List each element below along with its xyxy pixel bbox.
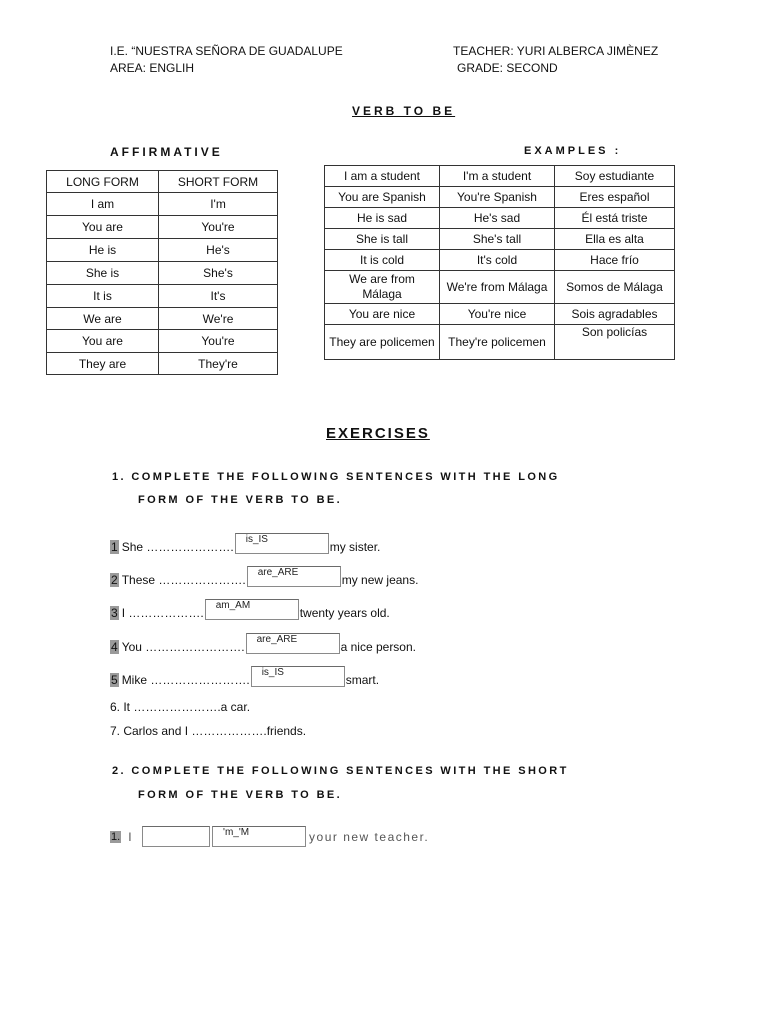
- table-cell: You are Spanish: [325, 187, 440, 208]
- item-suffix: my sister.: [329, 540, 381, 554]
- table-cell: You're nice: [440, 304, 555, 325]
- table-cell: You're: [159, 330, 278, 353]
- table-cell: Eres español: [555, 187, 675, 208]
- table-cell: Soy estudiante: [555, 166, 675, 187]
- table-cell: It is: [47, 285, 159, 308]
- table-cell: He is: [47, 239, 159, 262]
- answer-input[interactable]: [142, 826, 210, 847]
- affirmative-table: [46, 170, 278, 375]
- table-cell: Son policías: [555, 325, 675, 360]
- table-cell: You are nice: [325, 304, 440, 325]
- table-cell: He is sad: [325, 208, 440, 229]
- item-prefix: She ………………….: [121, 540, 234, 554]
- list-item: [110, 666, 379, 687]
- answer-value: am_AM: [215, 600, 251, 611]
- table-cell: She is tall: [325, 229, 440, 250]
- list-item: [110, 533, 380, 554]
- table-cell: Él está triste: [555, 208, 675, 229]
- item-number: 1: [111, 540, 118, 554]
- item-number: 1.: [111, 830, 121, 843]
- list-item: [110, 566, 418, 587]
- list-item: [110, 599, 390, 620]
- item-number: 3: [111, 606, 118, 620]
- table-row: [325, 208, 675, 229]
- table-row: [325, 187, 675, 208]
- page-title: VERB TO BE: [352, 104, 456, 118]
- list-item: 7. Carlos and I ……………….friends.: [110, 724, 307, 738]
- area-label: AREA: ENGLIH: [110, 61, 195, 75]
- answer-field[interactable]: [205, 599, 299, 620]
- section2-instruction-cont: FORM OF THE VERB TO BE.: [138, 789, 343, 801]
- table-cell: I'm a student: [440, 166, 555, 187]
- table-row: [47, 285, 278, 308]
- table-cell: We are from Málaga: [325, 271, 440, 304]
- item-suffix: twenty years old.: [299, 606, 390, 620]
- section1-instruction-cont: FORM OF THE VERB TO BE.: [138, 494, 343, 506]
- table-cell: I am: [47, 193, 159, 216]
- answer-field[interactable]: [235, 533, 329, 554]
- table-cell: Sois agradables: [555, 304, 675, 325]
- item-suffix: my new jeans.: [341, 573, 419, 587]
- answer-value: 'm_'M: [223, 827, 250, 838]
- table-header: SHORT FORM: [159, 171, 278, 193]
- item-prefix: I: [128, 829, 134, 844]
- table-row: [47, 262, 278, 285]
- table-row: [325, 229, 675, 250]
- table-cell: You're: [159, 216, 278, 239]
- table-row: [47, 308, 278, 330]
- table-row: [47, 239, 278, 262]
- table-cell: She is: [47, 262, 159, 285]
- table-cell: Ella es alta: [555, 229, 675, 250]
- table-cell: We're: [159, 308, 278, 330]
- table-cell: They are policemen: [325, 325, 440, 360]
- section1-instruction: 1. COMPLETE THE FOLLOWING SENTENCES WITH THE LONG: [112, 471, 560, 483]
- item-number: 4: [111, 640, 118, 654]
- examples-heading: EXAMPLES :: [524, 145, 622, 157]
- table-cell: I'm: [159, 193, 278, 216]
- item-prefix: These ………………….: [121, 573, 246, 587]
- item-suffix: your new teacher.: [309, 829, 430, 844]
- table-cell: He's sad: [440, 208, 555, 229]
- answer-field[interactable]: [251, 666, 345, 687]
- table-cell: Somos de Málaga: [555, 271, 675, 304]
- table-cell: They're policemen: [440, 325, 555, 360]
- answer-value: are_ARE: [256, 634, 298, 645]
- item-number: 5: [111, 673, 118, 687]
- table-row: [47, 193, 278, 216]
- item-number: 2: [111, 573, 118, 587]
- table-cell: She's: [159, 262, 278, 285]
- answer-value: is_IS: [261, 667, 284, 678]
- table-cell: He's: [159, 239, 278, 262]
- answer-field[interactable]: [212, 826, 306, 847]
- list-item: 6. It ………………….a car.: [110, 700, 251, 714]
- table-cell: You are: [47, 216, 159, 239]
- item-prefix: Mike …………………….: [121, 673, 250, 687]
- item-suffix: a nice person.: [340, 640, 416, 654]
- section2-instruction: 2. COMPLETE THE FOLLOWING SENTENCES WITH THE SHORT: [112, 765, 569, 777]
- examples-table: [324, 165, 675, 360]
- list-item: [110, 633, 416, 654]
- table-cell: I am a student: [325, 166, 440, 187]
- table-cell: You are: [47, 330, 159, 353]
- table-cell: We're from Málaga: [440, 271, 555, 304]
- table-header: LONG FORM: [47, 171, 159, 193]
- affirmative-heading: AFFIRMATIVE: [110, 145, 223, 159]
- item-prefix: I ……………….: [121, 606, 204, 620]
- table-cell: It is cold: [325, 250, 440, 271]
- table-row: [47, 216, 278, 239]
- item-prefix: You …………………….: [121, 640, 245, 654]
- answer-field[interactable]: [246, 633, 340, 654]
- table-row: [47, 353, 278, 375]
- table-cell: It's: [159, 285, 278, 308]
- table-row: [325, 304, 675, 325]
- table-cell: We are: [47, 308, 159, 330]
- answer-value: are_ARE: [257, 567, 299, 578]
- list-item: [110, 826, 429, 847]
- exercises-heading: EXERCISES: [326, 425, 430, 442]
- table-cell: Hace frío: [555, 250, 675, 271]
- table-row: [325, 166, 675, 187]
- table-row: [325, 271, 675, 304]
- school-name: I.E. “NUESTRA SEÑORA DE GUADALUPE: [110, 44, 343, 58]
- answer-value: is_IS: [245, 534, 268, 545]
- table-row: [325, 250, 675, 271]
- teacher-label: TEACHER: YURI ALBERCA JIMÈNEZ: [453, 44, 659, 58]
- table-cell: She's tall: [440, 229, 555, 250]
- table-cell: They're: [159, 353, 278, 375]
- table-cell: They are: [47, 353, 159, 375]
- grade-label: GRADE: SECOND: [457, 61, 558, 75]
- answer-field[interactable]: [247, 566, 341, 587]
- table-row: [325, 325, 675, 360]
- item-suffix: smart.: [345, 673, 380, 687]
- table-cell: It's cold: [440, 250, 555, 271]
- table-cell: You're Spanish: [440, 187, 555, 208]
- table-row: [47, 330, 278, 353]
